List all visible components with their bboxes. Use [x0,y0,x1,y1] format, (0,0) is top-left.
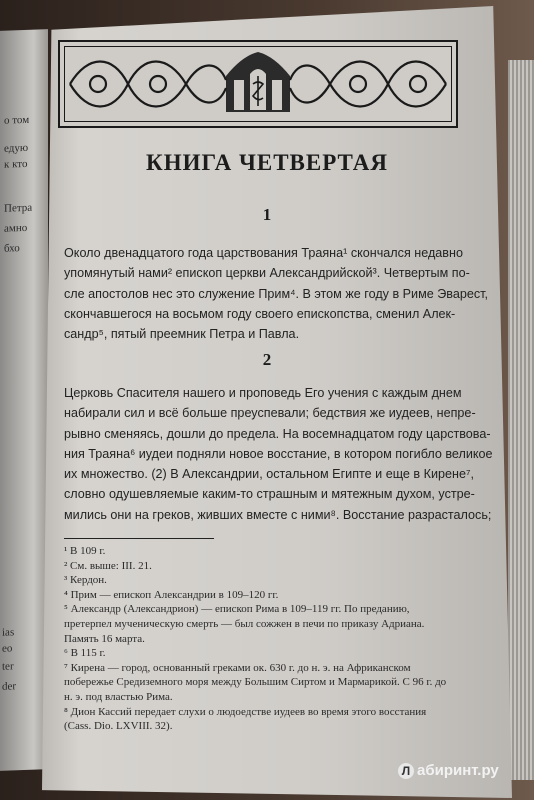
labirint-watermark [398,762,499,779]
left-page-fragment: к кто [4,157,28,171]
left-page-fragment: ias [2,626,15,639]
labirint-logo-icon: Л [398,763,414,779]
chapter-2-text [64,383,493,525]
footnote-line: ³ Кердон. [64,574,107,587]
left-page-fragment: о том [4,113,30,127]
left-page-fragment: eo [2,642,13,655]
text-line: их множество. (2) В Александрии, остальном Египте и еще в Кирене⁷, [64,467,474,482]
text-line: набирали сил и всё больше преуспевали; бедствия же иудеев, непре- [64,406,476,421]
footnote-line: побережье Средиземного моря между Большим Сиртом и Мармарикой. С 96 г. до [64,676,447,689]
ornamental-header [58,40,458,128]
left-page-fragment: амно [4,221,28,235]
footnote-line: н. э. под властью Рима. [64,690,173,703]
text-line: упомянутый нами² епископ церкви Александрийской³. Четвертым по- [64,266,470,281]
text-line: словно одушевляемые каким-то страшным и мятежным духом, устре- [64,487,475,502]
text-line: сле апостолов нес это служение Прим⁴. В этом же году в Риме Эварест, [64,286,489,301]
left-page-fragment: ter [2,660,14,673]
chapter-number: 1 [262,205,272,224]
left-page-edge [0,29,48,771]
footnote-line: ² См. выше: III. 21. [64,559,152,572]
footnote-line: ⁸ Дион Кассий передает слухи о людоедстве иудеев во время этого восстания [64,705,427,718]
footnote-line: ⁷ Кирена — город, основанный греками ок. 630 г. до н. э. на Африканском [64,661,411,674]
left-page-fragment: бхо [4,242,20,255]
ornament-pattern-icon [58,40,458,128]
text-line: ния Траяна⁶ иудеи подняли новое восстание, в котором погибло великое [64,446,493,461]
text-line: скончавшегося на восьмом году своего епископства, сменил Алек- [64,306,456,321]
footnotes [64,544,484,734]
text-line: мились они на греков, живших вместе с ними⁸. Восстание разрасталось; [64,507,492,522]
watermark-text: абиринт.ру [417,762,499,779]
footnote-line: Память 16 марта. [64,632,145,645]
text-line: Около двенадцатого года царствования Траяна¹ скончался недавно [64,246,463,260]
footnote-line: ⁵ Александр (Александрион) — епископ Рима в 109–119 гг. По преданию, [64,603,410,616]
text-line: сандр⁵, пятый преемник Петра и Павла. [64,327,300,342]
text-line: Церковь Спасителя нашего и проповедь Его учения с каждым днем [64,386,462,400]
footnote-line: ¹ В 109 г. [64,545,106,557]
footnote-line: ⁶ В 115 г. [64,647,106,660]
footnote-line: претерпел мученическую смерть — был сожжен в печи по приказу Адриана. [64,617,425,630]
chapter-1-text [64,243,489,344]
footnote-line: ⁴ Прим — епископ Александрии в 109–120 гг. [64,588,279,601]
chapter-number: 2 [262,350,272,369]
book-title: КНИГА ЧЕТВЕРТАЯ [146,150,388,175]
left-page-fragment: der [2,680,17,693]
footnote-line: (Cass. Dio. LXVIII. 32). [64,720,173,733]
text-line: рывно сменяясь, дошли до предела. На восемнадцатом году царствова- [64,426,491,441]
footnote-divider [64,538,214,539]
left-page-fragment: едую [4,141,29,155]
left-page-fragment: Петра [4,201,33,215]
